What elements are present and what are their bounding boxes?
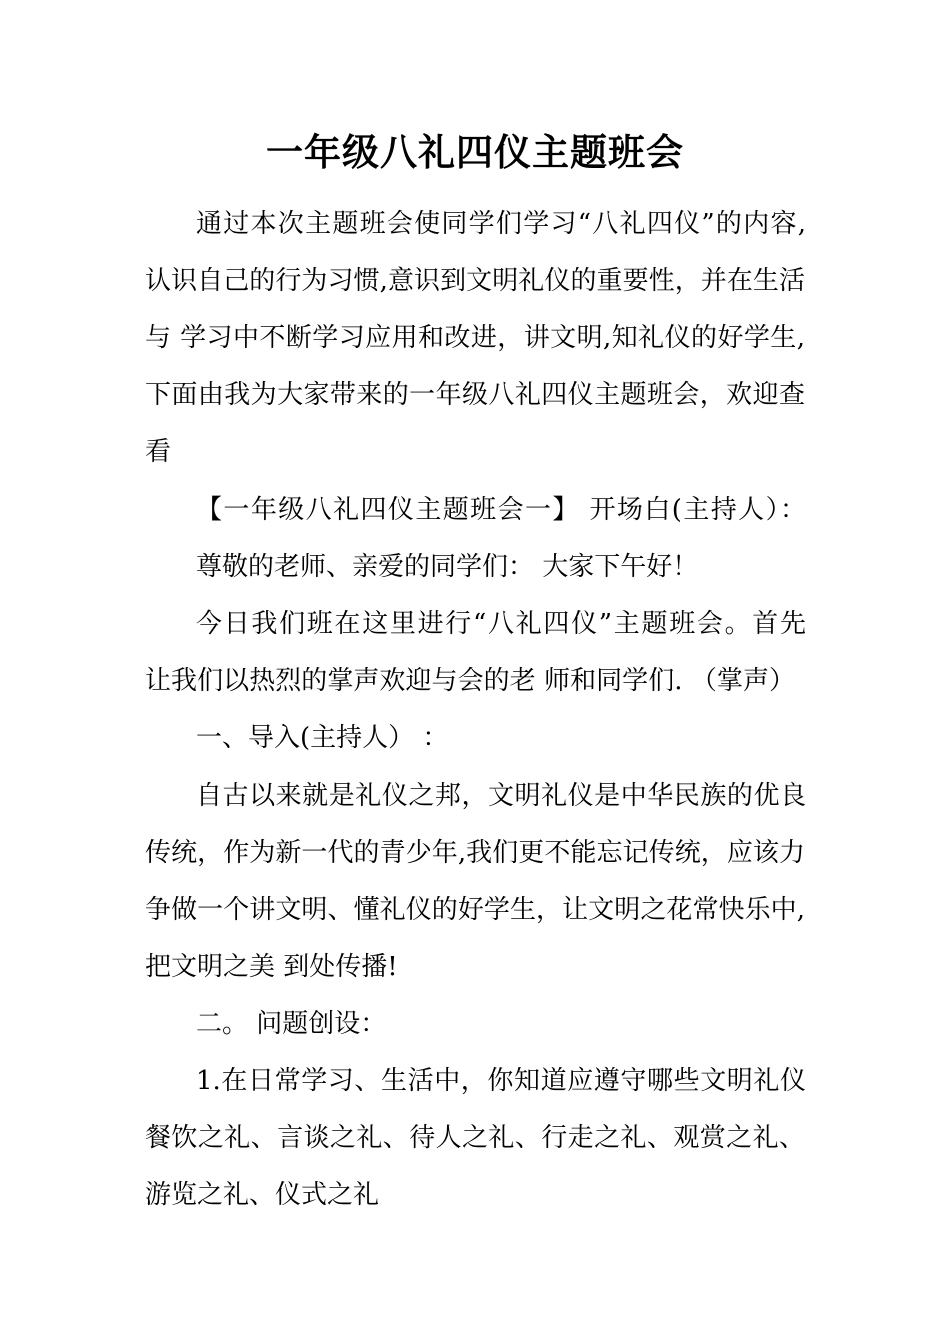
- paragraph-line: 尊敬的老师、亲爱的同学们： 大家下午好！: [196, 552, 699, 582]
- paragraph-line: 把文明之美 到处传播!: [145, 952, 398, 982]
- paragraph-line: 让我们以热烈的掌声欢迎与会的老 师和同学们. （掌声）: [145, 666, 795, 696]
- paragraph-line: 通过本次主题班会使同学们学习“八礼四仪”的内容,: [196, 209, 806, 239]
- paragraph-line: 自古以来就是礼仪之邦，文明礼仪是中华民族的优良: [196, 781, 806, 811]
- section-heading: 二。 问题创设：: [196, 1009, 387, 1039]
- document-title: 一年级八礼四仪主题班会: [266, 130, 684, 174]
- paragraph-line: 与 学习中不断学习应用和改进，讲文明,知礼仪的好学生,: [145, 323, 805, 353]
- paragraph-line: 今日我们班在这里进行“八礼四仪”主题班会。首先: [196, 609, 806, 639]
- paragraph-line: 餐饮之礼、言谈之礼、待人之礼、行走之礼、观赏之礼、: [145, 1123, 805, 1153]
- paragraph-line: 认识自己的行为习惯,意识到文明礼仪的重要性，并在生活: [145, 266, 805, 296]
- paragraph-line: 传统，作为新一代的青少年,我们更不能忘记传统，应该力: [145, 838, 805, 868]
- paragraph-line: 看: [145, 437, 172, 467]
- paragraph-line: 1.在日常学习、生活中，你知道应遵守哪些文明礼仪: [196, 1066, 806, 1096]
- paragraph-line: 下面由我为大家带来的一年级八礼四仪主题班会，欢迎查: [145, 380, 805, 410]
- section-heading: 一、导入(主持人） ：: [196, 723, 449, 753]
- paragraph-line: 游览之礼、仪式之礼: [145, 1180, 380, 1210]
- paragraph-line: 争做一个讲文明、懂礼仪的好学生，让文明之花常快乐中,: [145, 895, 805, 925]
- section-heading: 【一年级八礼四仪主题班会一】 开场白(主持人）：: [196, 495, 806, 525]
